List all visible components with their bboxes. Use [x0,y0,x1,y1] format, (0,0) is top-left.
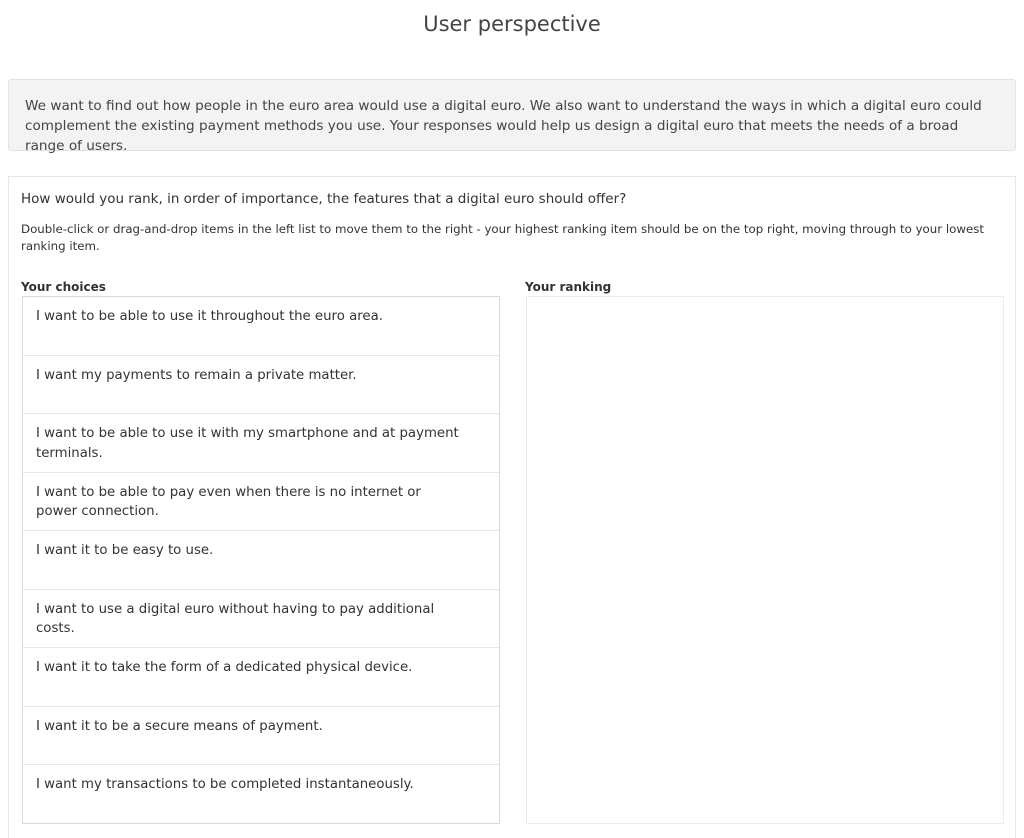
choice-item[interactable]: I want my payments to remain a private matter. [23,356,499,415]
choices-list[interactable] [22,296,500,824]
choice-item[interactable]: I want it to be easy to use. [23,531,499,590]
your-choices-label: Your choices [21,280,106,294]
choice-item[interactable]: I want to use a digital euro without having to pay additional costs. [23,590,499,649]
choice-item[interactable]: I want to be able to use it throughout the euro area. [23,297,499,356]
question-instructions: Double-click or drag-and-drop items in the left list to move them to the right - your highest ranking item should be on the top right, moving through to your lowest ranking item. [21,222,985,253]
question-text: How would you rank, in order of importance, the features that a digital euro should offer? [21,191,627,207]
ranking-question-panel [8,176,1016,838]
intro-box [8,79,1016,154]
ranking-drop-list[interactable] [526,296,1004,824]
choice-item[interactable]: I want it to be a secure means of payment. [23,707,499,766]
choice-item[interactable]: I want to be able to use it with my smartphone and at payment terminals. [23,414,499,473]
page-title: User perspective [423,12,601,36]
intro-text: We want to find out how people in the euro area would use a digital euro. We also want to understand the ways in which a digital euro could complement the existing payment methods you use. Your responses would help us design a digital euro that meets the needs of a broad range of users. [25,98,982,154]
choice-item[interactable]: I want to be able to pay even when there is no internet or power connection. [23,473,499,532]
choice-item[interactable]: I want it to take the form of a dedicated physical device. [23,648,499,707]
your-ranking-label: Your ranking [525,280,612,294]
choice-item[interactable]: I want my transactions to be completed instantaneously. [36,777,414,792]
